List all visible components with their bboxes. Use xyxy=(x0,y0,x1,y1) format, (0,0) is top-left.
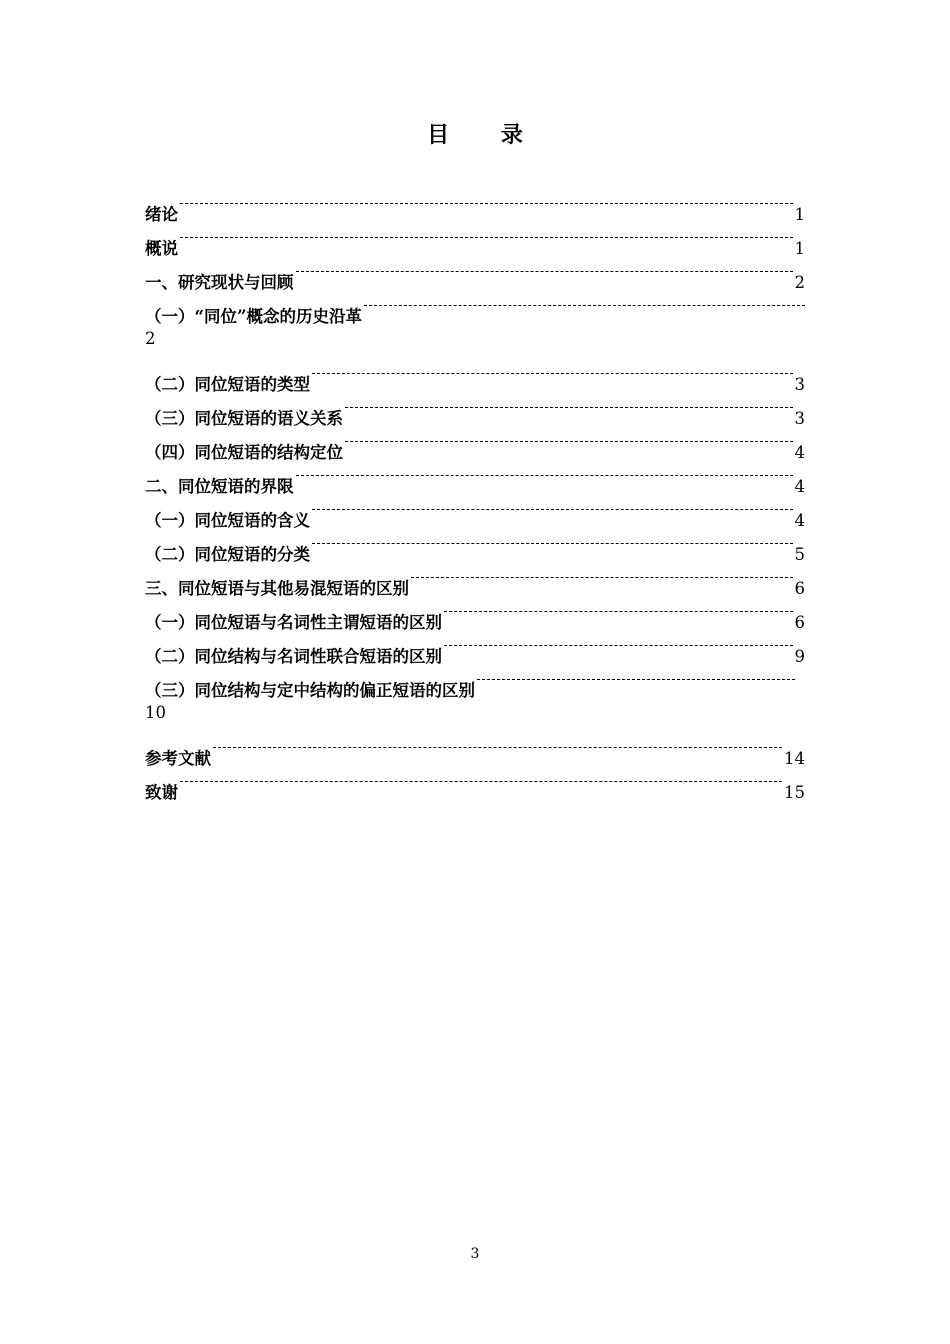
toc-entry[interactable] xyxy=(145,220,805,258)
toc-entry-page: 10 xyxy=(145,703,166,722)
toc-leader xyxy=(343,424,795,458)
toc-leader xyxy=(211,730,784,764)
toc-entry-label: 参考文献 xyxy=(145,749,211,768)
toc-entry-label: 一、研究现状与回顾 xyxy=(145,273,294,292)
toc-leader xyxy=(310,492,795,526)
toc-leader xyxy=(475,662,795,696)
toc-entry-page: 1 xyxy=(794,239,805,258)
toc-leader xyxy=(442,594,795,628)
toc-entry-label: 绪论 xyxy=(145,205,178,224)
toc-entry-page: 6 xyxy=(794,579,805,598)
toc-leader xyxy=(178,764,784,798)
toc-entry-page: 15 xyxy=(784,783,805,802)
toc-entry[interactable] xyxy=(145,254,805,292)
toc-leader xyxy=(310,526,795,560)
toc-entry[interactable] xyxy=(145,356,805,394)
toc-leader xyxy=(294,458,795,492)
toc-entry-label: （三）同位结构与定中结构的偏正短语的区别 xyxy=(145,681,475,700)
toc-leader xyxy=(343,390,795,424)
toc-entry-page: 2 xyxy=(145,329,156,348)
toc-entry-label: 致谢 xyxy=(145,783,178,802)
toc-entry-page: 4 xyxy=(794,477,805,496)
toc-entry-label: （一）同位短语的含义 xyxy=(145,511,310,530)
toc-entry[interactable] xyxy=(145,764,805,802)
toc-entry-label: （二）同位短语的分类 xyxy=(145,545,310,564)
toc-entry-label: （二）同位结构与名词性联合短语的区别 xyxy=(145,647,442,666)
toc-entry-label: （一）“同位”概念的历史沿革 xyxy=(145,307,362,326)
page-number: 3 xyxy=(470,1246,480,1262)
toc-entry-page: 4 xyxy=(794,511,805,530)
toc-entry-page: 3 xyxy=(794,375,805,394)
toc-leader xyxy=(178,220,795,254)
toc-entry-label: 三、同位短语与其他易混短语的区别 xyxy=(145,579,409,598)
toc-entry-label: 二、同位短语的界限 xyxy=(145,477,294,496)
toc-entry-page: 1 xyxy=(794,205,805,224)
toc-entry-page: 5 xyxy=(794,545,805,564)
toc-entry-page: 14 xyxy=(784,749,805,768)
toc-entry-label: （三）同位短语的语义关系 xyxy=(145,409,343,428)
toc-entry-label: （二）同位短语的类型 xyxy=(145,375,310,394)
page-title: 目 录 xyxy=(427,122,545,148)
toc-entry[interactable] xyxy=(145,730,805,768)
toc-leader xyxy=(362,288,805,322)
toc-entry-label: （四）同位短语的结构定位 xyxy=(145,443,343,462)
toc-entry-page: 6 xyxy=(794,613,805,632)
toc-leader xyxy=(442,628,795,662)
toc-leader xyxy=(409,560,795,594)
toc-entry-page: 9 xyxy=(794,647,805,666)
toc-entry-page: 4 xyxy=(794,443,805,462)
toc-entry[interactable] xyxy=(145,186,805,224)
toc-leader xyxy=(310,356,795,390)
toc-leader xyxy=(178,186,795,220)
table-of-contents xyxy=(145,186,805,802)
toc-leader xyxy=(294,254,795,288)
toc-entry-label: （一）同位短语与名词性主谓短语的区别 xyxy=(145,613,442,632)
toc-entry-label: 概说 xyxy=(145,239,178,258)
toc-entry-page: 3 xyxy=(794,409,805,428)
toc-entry-page: 2 xyxy=(794,273,805,292)
